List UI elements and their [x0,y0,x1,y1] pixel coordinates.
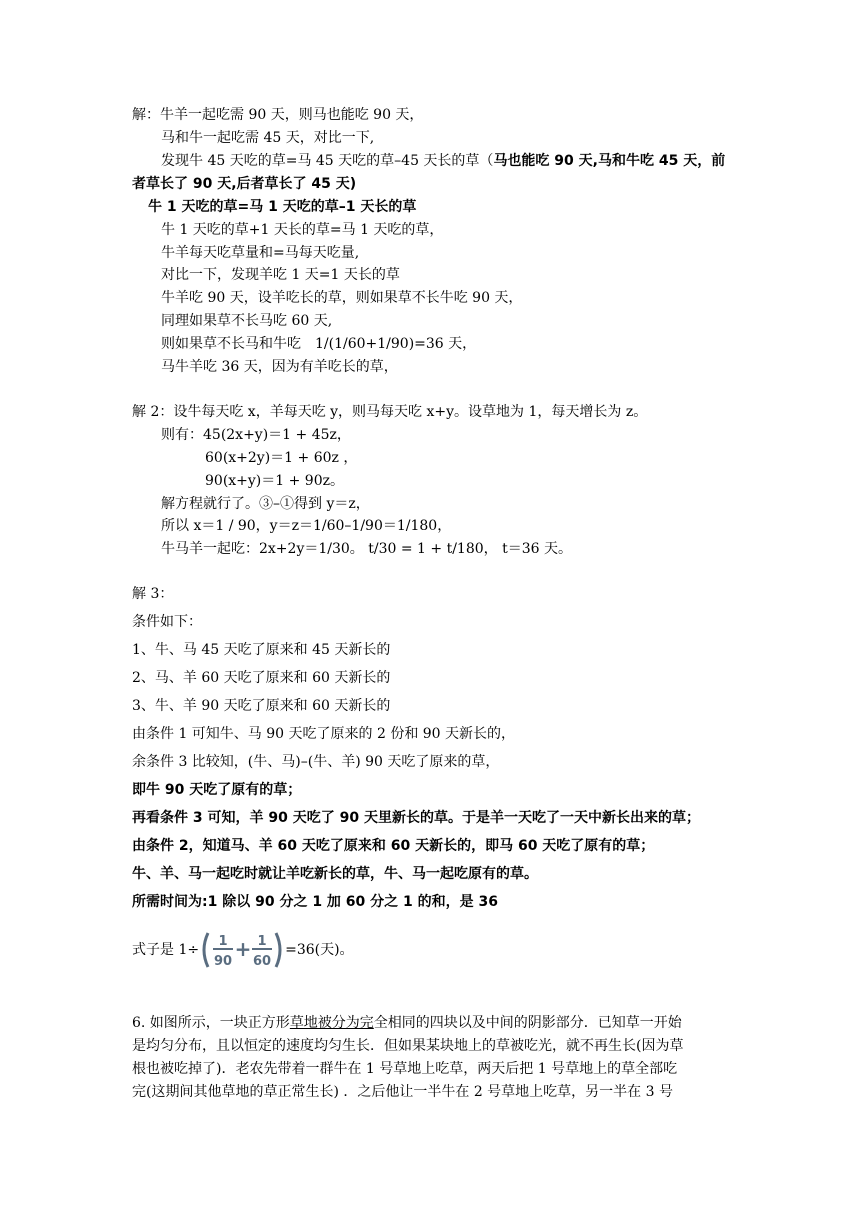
sol1-line2: 马和牛一起吃需 45 天，对比一下, [161,130,375,146]
q6-line1-b: 全相同的四块以及中间的阴影部分．已知草一开始 [373,1015,682,1031]
q6-line3: 根也被吃掉了)．老农先带着一群牛在 1 号草地上吃草，两天后把 1 号草地上的草全部吃 [132,1061,678,1077]
formula-prefix: 式子是 1÷ [132,942,200,958]
sol2-line3: 60(x+2y)＝1 + 60z ， [205,450,358,466]
sol1-line4: 者草长了 90 天,后者草长了 45 天) [132,176,357,192]
sol3-line1: 条件如下： [132,614,202,630]
sol2-line5: 解方程就行了。③–①得到 y＝z， [161,496,370,512]
sol1-line12: 马牛羊吃 36 天，因为有羊吃长的草， [161,359,398,375]
sol2-line2: 则有：45(2x+y)＝1 + 45z， [161,427,351,443]
q6-line1-underlined: 草地被分为完 [289,1015,374,1031]
left-paren [204,933,208,967]
q6-line1-a: 6. 如图所示，一块正方形 [132,1015,290,1031]
sol3-title: 解 3： [132,586,174,602]
sol1-line11: 则如果草不长马和牛吃 1/(1/60+1/90)=36 天， [161,336,477,352]
sol3-line10: 牛、羊、马一起吃时就让羊吃新长的草，牛、马一起吃原有的草。 [132,866,538,882]
formula-fraction-image [200,930,284,970]
q6-line4: 完(这期间其他草地的草正常生长) ．之后他让一半牛在 2 号草地上吃草，另一半在 3 号 [132,1084,673,1100]
sol1-line9: 牛羊吃 90 天，设羊吃长的草，则如果草不长牛吃 90 天， [161,290,523,306]
sol1-line5: 牛 1 天吃的草=马 1 天吃的草–1 天长的草 [148,199,417,215]
sol3-line5: 由条件 1 可知牛、马 90 天吃了原来的 2 份和 90 天新长的， [132,726,516,742]
sol3-line9: 由条件 2，知道马、羊 60 天吃了原来和 60 天新长的，即马 60 天吃了原有的草； [132,838,655,854]
right-paren [276,933,280,967]
plus-sign: + [234,937,252,961]
sol3-line11: 所需时间为:1 除以 90 分之 1 加 60 分之 1 的和，是 36 [132,894,499,910]
sol3-line7: 即牛 90 天吃了原有的草； [132,782,302,798]
frac2-num: 1 [257,934,267,949]
sol2-line1: 解 2：设牛每天吃 x，羊每天吃 y，则马每天吃 x+y。设草地为 1，每天增长为 z。 [132,404,648,420]
formula-suffix: =36(天)。 [285,942,354,958]
sol3-line8: 再看条件 3 可知，羊 90 天吃了 90 天里新长的草。于是羊一天吃了一天中新长出来的草； [132,810,700,826]
sol3-formula [132,928,354,972]
frac1-den: 90 [214,954,233,969]
sol1-line10: 同理如果草不长马吃 60 天, [161,313,333,329]
sol1-line8: 对比一下，发现羊吃 1 天=1 天长的草 [161,267,400,283]
sol1-line3-bold: 马也能吃 90 天,马和牛吃 45 天，前 [493,153,726,169]
sol3-line6: 余条件 3 比较知，(牛、马)–(牛、羊) 90 天吃了原来的草， [132,754,500,770]
sol1-line3-text: 发现牛 45 天吃的草=马 45 天吃的草–45 天长的草（ [161,153,494,169]
frac2-den: 60 [253,954,272,969]
sol3-line3: 2、马、羊 60 天吃了原来和 60 天新长的 [132,670,391,686]
q6-line1 [132,1013,682,1033]
sol3-line2: 1、牛、马 45 天吃了原来和 45 天新长的 [132,642,391,658]
q6-line2: 是均匀分布，且以恒定的速度均匀生长．但如果某块地上的草被吃光，就不再生长(因为草 [132,1038,684,1054]
sol1-line7: 牛羊每天吃草量和=马每天吃量, [161,245,360,261]
sol2-line4: 90(x+y)＝1 + 90z。 [205,473,345,489]
frac1-num: 1 [218,934,228,949]
sol2-line7: 牛马羊一起吃：2x+2y＝1/30。 t/30 = 1 + t/180， t＝36 天。 [161,541,572,557]
sol3-line4: 3、牛、羊 90 天吃了原来和 60 天新长的 [132,698,391,714]
sol2-line6: 所以 x＝1 / 90，y＝z＝1/60–1/90＝1/180， [161,518,452,534]
sol1-line6: 牛 1 天吃的草+1 天长的草=马 1 天吃的草， [161,222,444,238]
sol1-line3 [161,151,725,171]
sol1-line1: 解：牛羊一起吃需 90 天，则马也能吃 90 天， [132,107,424,123]
